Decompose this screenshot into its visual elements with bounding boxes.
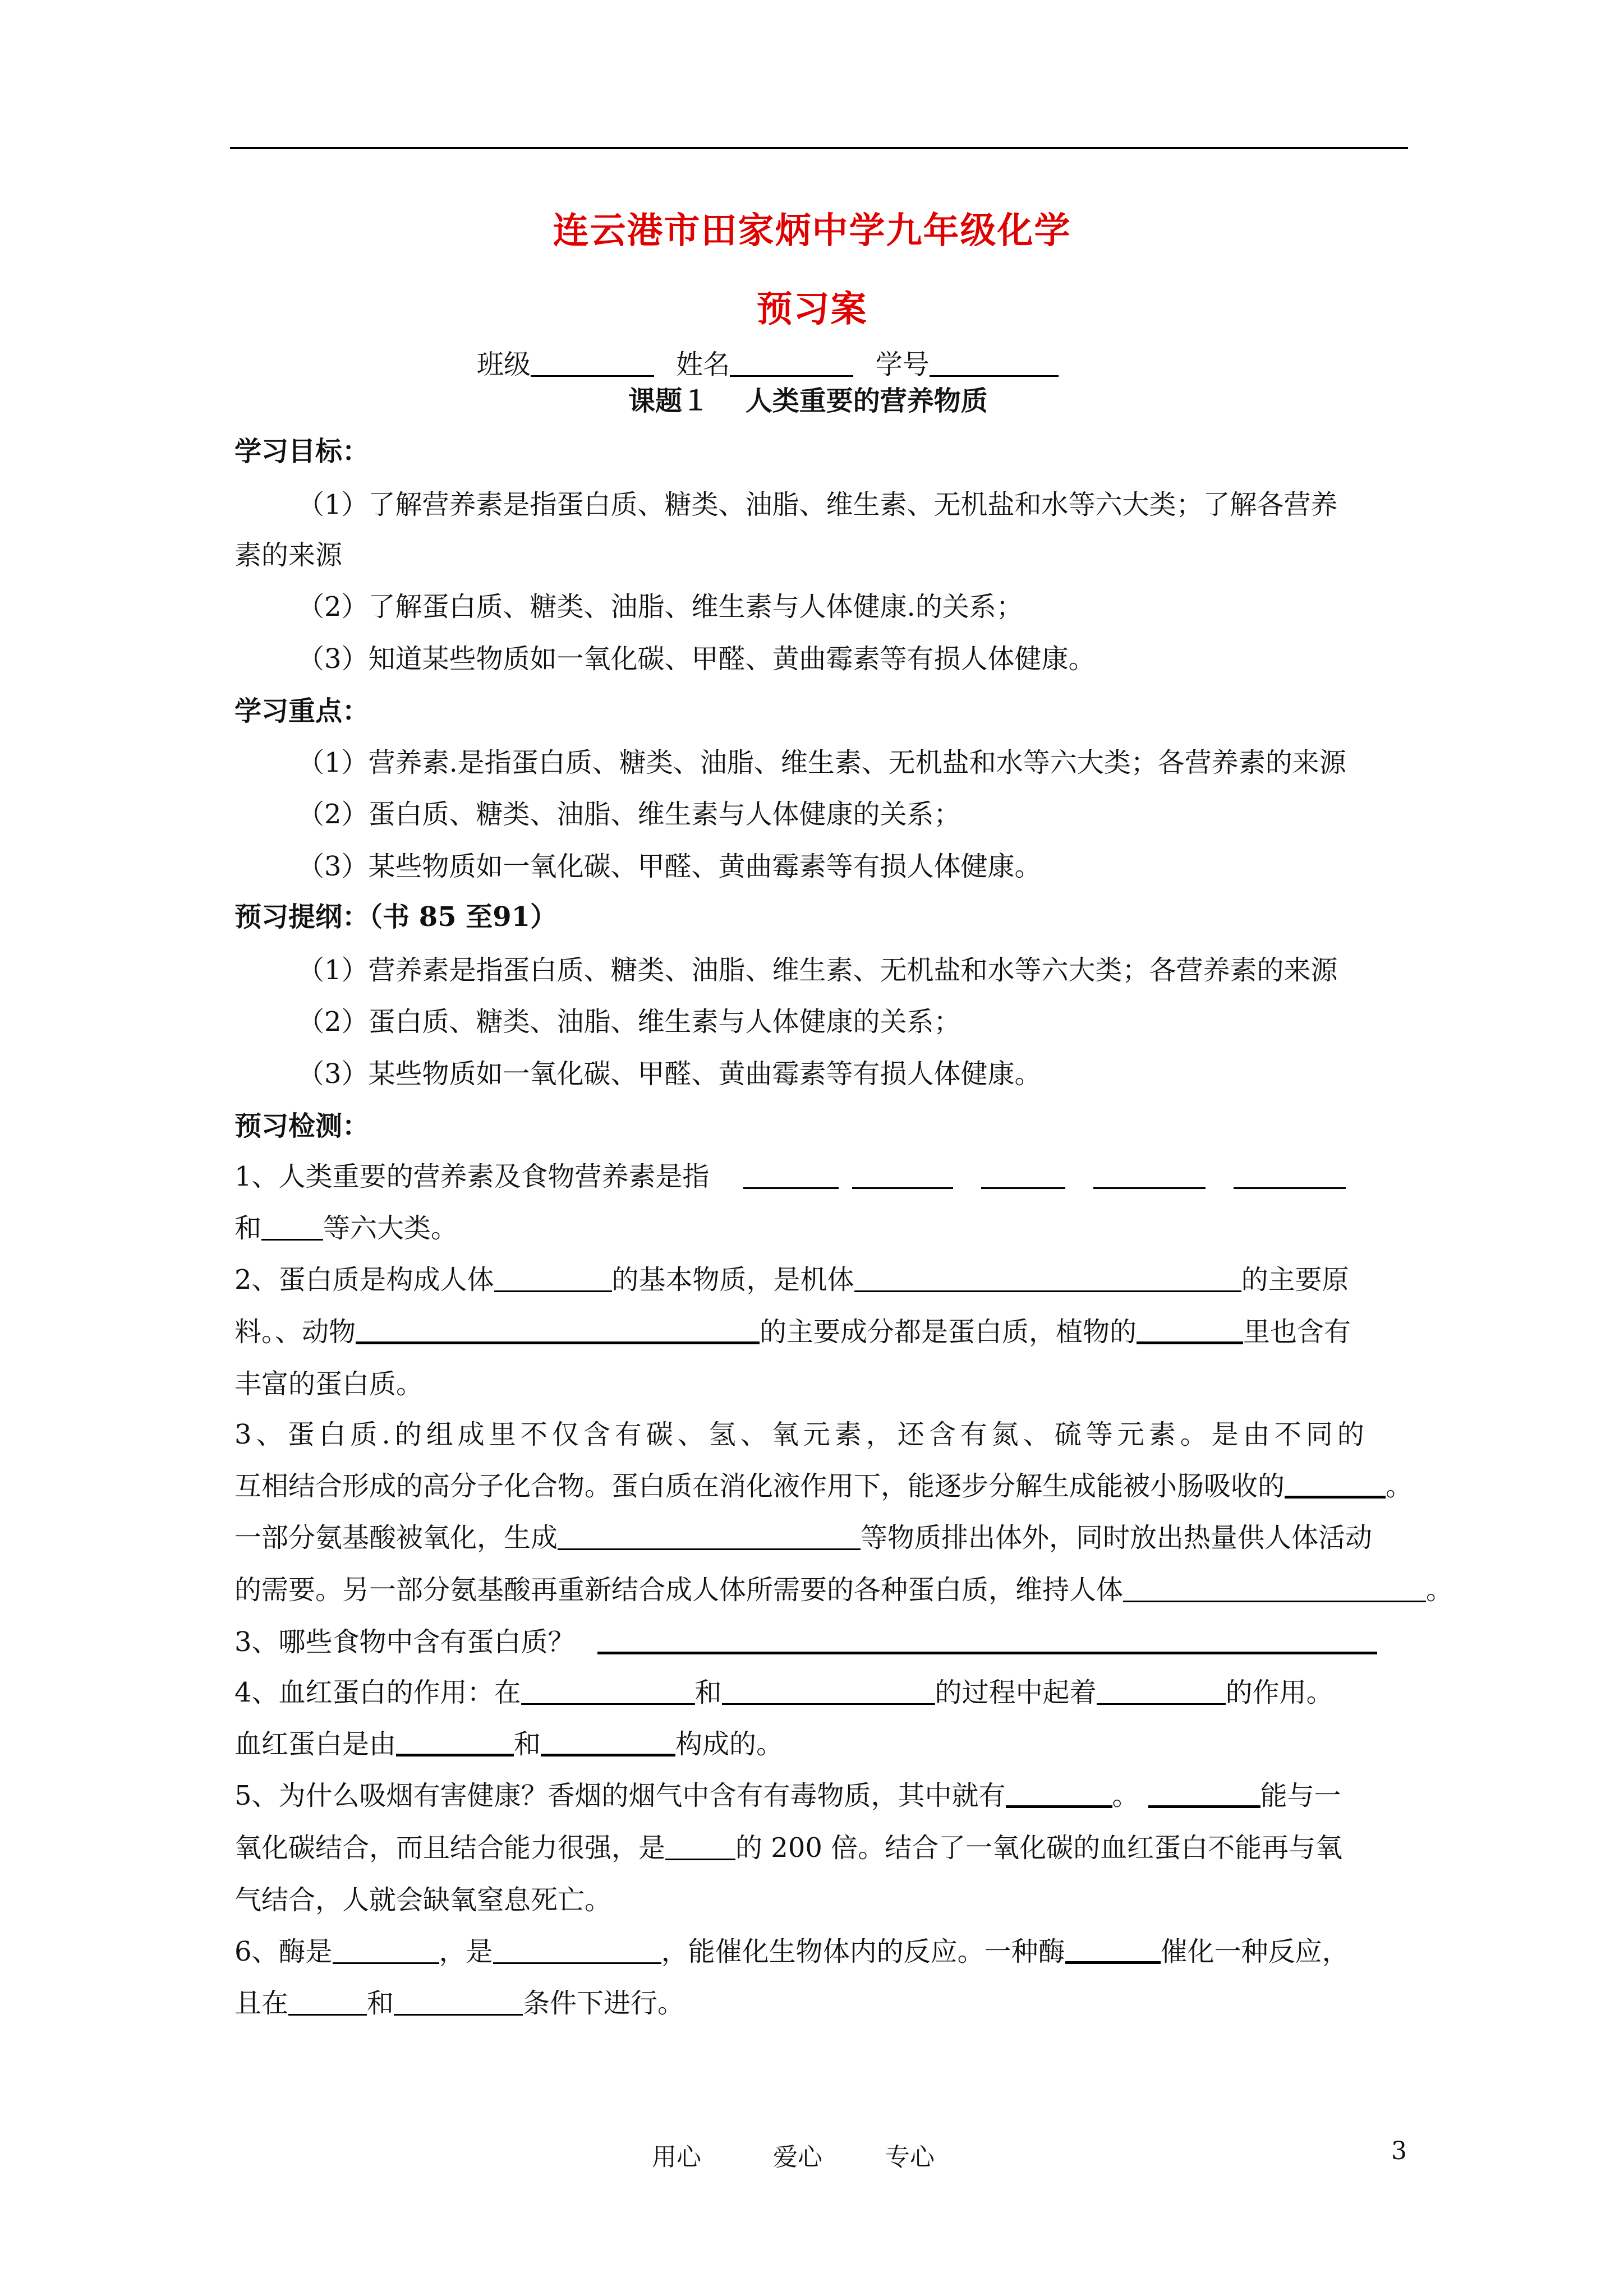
question-3b	[234, 1625, 1377, 1659]
q3-text-4: 等物质排出体外，同时放出热量供人体活动	[861, 1522, 1373, 1553]
q6-text-2: ，是	[439, 1936, 493, 1967]
q2-text-2: 的基本物质，是机体	[611, 1264, 854, 1295]
question-1-cont	[234, 1211, 458, 1245]
q1-blank-1[interactable]	[743, 1163, 839, 1189]
question-3-line-3	[234, 1521, 1372, 1555]
question-1	[234, 1160, 1346, 1193]
q1-and: 和	[234, 1212, 262, 1244]
question-3-line-2	[234, 1469, 1413, 1503]
q3b-text: 3、哪些食物中含有蛋白质？	[234, 1626, 575, 1658]
q3-text-5: 的需要。另一部分氨基酸再重新结合成人体所需要的各种蛋白质，维持人体	[234, 1574, 1124, 1606]
goal-item-3: （3）知道某些物质如一氧化碳、甲醛、黄曲霉素等有损人体健康。	[297, 643, 1096, 675]
q4-text-3: 的过程中起着	[935, 1677, 1097, 1708]
q1-blank-4[interactable]	[1093, 1163, 1206, 1189]
q2-text-3: 的主要原	[1241, 1264, 1349, 1295]
page-number: 3	[1391, 2137, 1407, 2165]
q4-blank-3[interactable]	[1097, 1679, 1226, 1705]
q6-blank-5[interactable]	[394, 1989, 523, 2016]
student-info	[477, 348, 1059, 381]
q6-text-7: 条件下进行。	[523, 1988, 685, 2019]
outline-item-1: （1）营养素是指蛋白质、糖类、油脂、维生素、无机盐和水等六大类；各营养素的来源	[297, 955, 1338, 986]
outline-item-2: （2）蛋白质、糖类、油脂、维生素与人体健康的关系；	[297, 1006, 961, 1038]
q3-blank-3[interactable]	[1123, 1576, 1426, 1602]
goal-item-1-cont: 素的来源	[234, 540, 343, 571]
question-4	[234, 1676, 1333, 1709]
q3-blank-1[interactable]	[1285, 1471, 1386, 1499]
q2-blank-3[interactable]	[356, 1317, 760, 1344]
document-title: 预习案	[756, 288, 868, 330]
footer-motto-1: 用心	[652, 2143, 701, 2171]
question-2-cont	[234, 1315, 1351, 1349]
q4-text-4: 的作用。	[1225, 1677, 1333, 1708]
q4-text-2: 和	[694, 1677, 722, 1708]
q3-blank-2[interactable]	[558, 1524, 861, 1550]
goals-heading: 学习目标：	[234, 436, 370, 467]
q6-text-5: 且在	[234, 1988, 289, 2019]
name-label: 姓名	[676, 349, 730, 380]
q2-blank-2[interactable]	[854, 1266, 1241, 1292]
q5-text-5: 的 200 倍。结合了一氧化碳的血红蛋白不能再与氧	[735, 1832, 1343, 1864]
q1-blank-5[interactable]	[1234, 1163, 1346, 1189]
q5-text-2: 。	[1112, 1780, 1139, 1811]
q6-text-3: ，能催化生物体内的反应。一种酶	[661, 1936, 1065, 1967]
q6-text-1: 6、酶是	[234, 1936, 333, 1967]
q2-text-6: 里也含有	[1243, 1316, 1351, 1348]
q1-text: 1、人类重要的营养素及食物营养素是指	[234, 1161, 710, 1192]
outline-item-3: （3）某些物质如一氧化碳、甲醛、黄曲霉素等有损人体健康。	[297, 1058, 1042, 1090]
q4-blank-5[interactable]	[541, 1729, 675, 1756]
question-5-end: 气结合，人就会缺氧窒息死亡。	[234, 1884, 612, 1916]
keypoint-item-3: （3）某些物质如一氧化碳、甲醛、黄曲霉素等有损人体健康。	[297, 851, 1042, 882]
footer-motto-2: 爱心	[773, 2143, 822, 2171]
q4-text-6: 和	[514, 1728, 541, 1760]
q3-text-3: 一部分氨基酸被氧化，生成	[234, 1522, 558, 1553]
question-4-cont	[234, 1727, 783, 1761]
keypoint-item-2: （2）蛋白质、糖类、油脂、维生素与人体健康的关系；	[297, 799, 961, 830]
q5-text-1: 5、为什么吸烟有害健康？香烟的烟气中含有有毒物质，其中就有	[234, 1780, 1006, 1811]
goal-item-2: （2）了解蛋白质、糖类、油脂、维生素与人体健康.的关系；	[297, 591, 1023, 623]
q4-text-1: 4、血红蛋白的作用：在	[234, 1677, 521, 1708]
q2-blank-4[interactable]	[1137, 1317, 1243, 1344]
q6-text-4: 催化一种反应，	[1160, 1936, 1349, 1967]
q3-text-1: 互相结合形成的高分子化合物。蛋白质在消化液作用下，能逐步分解生成能被小肠吸收的	[234, 1470, 1285, 1502]
q6-blank-3[interactable]	[1065, 1937, 1161, 1964]
question-5-cont	[234, 1831, 1342, 1865]
q5-blank-1[interactable]	[1006, 1781, 1112, 1808]
id-blank[interactable]	[930, 351, 1059, 377]
q3-text-2: 。	[1386, 1470, 1413, 1502]
q6-blank-2[interactable]	[493, 1938, 661, 1964]
q2-text-1: 2、蛋白质是构成人体	[234, 1264, 494, 1295]
keypoint-item-1: （1）营养素.是指蛋白质、糖类、油脂、维生素、无机盐和水等六大类；各营养素的来源	[297, 747, 1346, 778]
question-2	[234, 1263, 1349, 1297]
class-blank[interactable]	[531, 351, 654, 377]
class-label: 班级	[477, 349, 531, 380]
lesson-title: 课题１ 人类重要的营养物质	[628, 385, 988, 417]
header-rule	[230, 147, 1408, 149]
outline-heading: 预习提纲：（书 85 至91）	[234, 901, 558, 933]
check-heading: 预习检测：	[234, 1110, 370, 1142]
q4-blank-4[interactable]	[396, 1729, 514, 1756]
q5-text-4: 氧化碳结合，而且结合能力很强，是	[234, 1832, 666, 1864]
q6-text-6: 和	[367, 1988, 394, 2019]
q2-blank-1[interactable]	[494, 1266, 612, 1292]
q4-blank-1[interactable]	[521, 1679, 695, 1705]
q5-blank-3[interactable]	[665, 1834, 735, 1860]
footer-motto-3: 专心	[885, 2143, 935, 2171]
q6-blank-1[interactable]	[333, 1938, 439, 1964]
q1-end: 等六大类。	[323, 1212, 458, 1244]
q5-text-3: 能与一	[1260, 1780, 1341, 1811]
q4-text-7: 构成的。	[675, 1728, 784, 1760]
q3b-blank[interactable]	[597, 1627, 1377, 1654]
q5-blank-2[interactable]	[1148, 1781, 1260, 1808]
question-6-cont	[234, 1986, 684, 2020]
question-2-end: 丰富的蛋白质。	[234, 1368, 424, 1400]
question-6	[234, 1935, 1349, 1968]
question-5	[234, 1779, 1341, 1813]
school-title: 连云港市田家炳中学九年级化学	[553, 210, 1071, 252]
keypoints-heading: 学习重点：	[234, 695, 370, 727]
id-label: 学号	[875, 349, 930, 380]
q2-text-5: 的主要成分都是蛋白质，植物的	[760, 1316, 1137, 1348]
q1-blank-3[interactable]	[981, 1163, 1065, 1189]
goal-item-1: （1）了解营养素是指蛋白质、糖类、油脂、维生素、无机盐和水等六大类；了解各营养	[297, 489, 1338, 520]
q4-text-5: 血红蛋白是由	[234, 1728, 397, 1760]
q2-text-4: 料。、动物	[234, 1316, 356, 1348]
question-3-line-4	[234, 1573, 1453, 1607]
q1-blank-2[interactable]	[852, 1163, 953, 1189]
q4-blank-2[interactable]	[722, 1679, 935, 1705]
q3-text-6: 。	[1426, 1574, 1453, 1606]
q6-blank-4[interactable]	[288, 1989, 367, 2016]
question-3: 3、蛋白质.的组成里不仅含有碳、氢、氧元素，还含有氮、硫等元素。是由不同的	[234, 1419, 1369, 1450]
name-blank[interactable]	[730, 351, 853, 377]
q1-blank-6[interactable]	[261, 1214, 323, 1241]
